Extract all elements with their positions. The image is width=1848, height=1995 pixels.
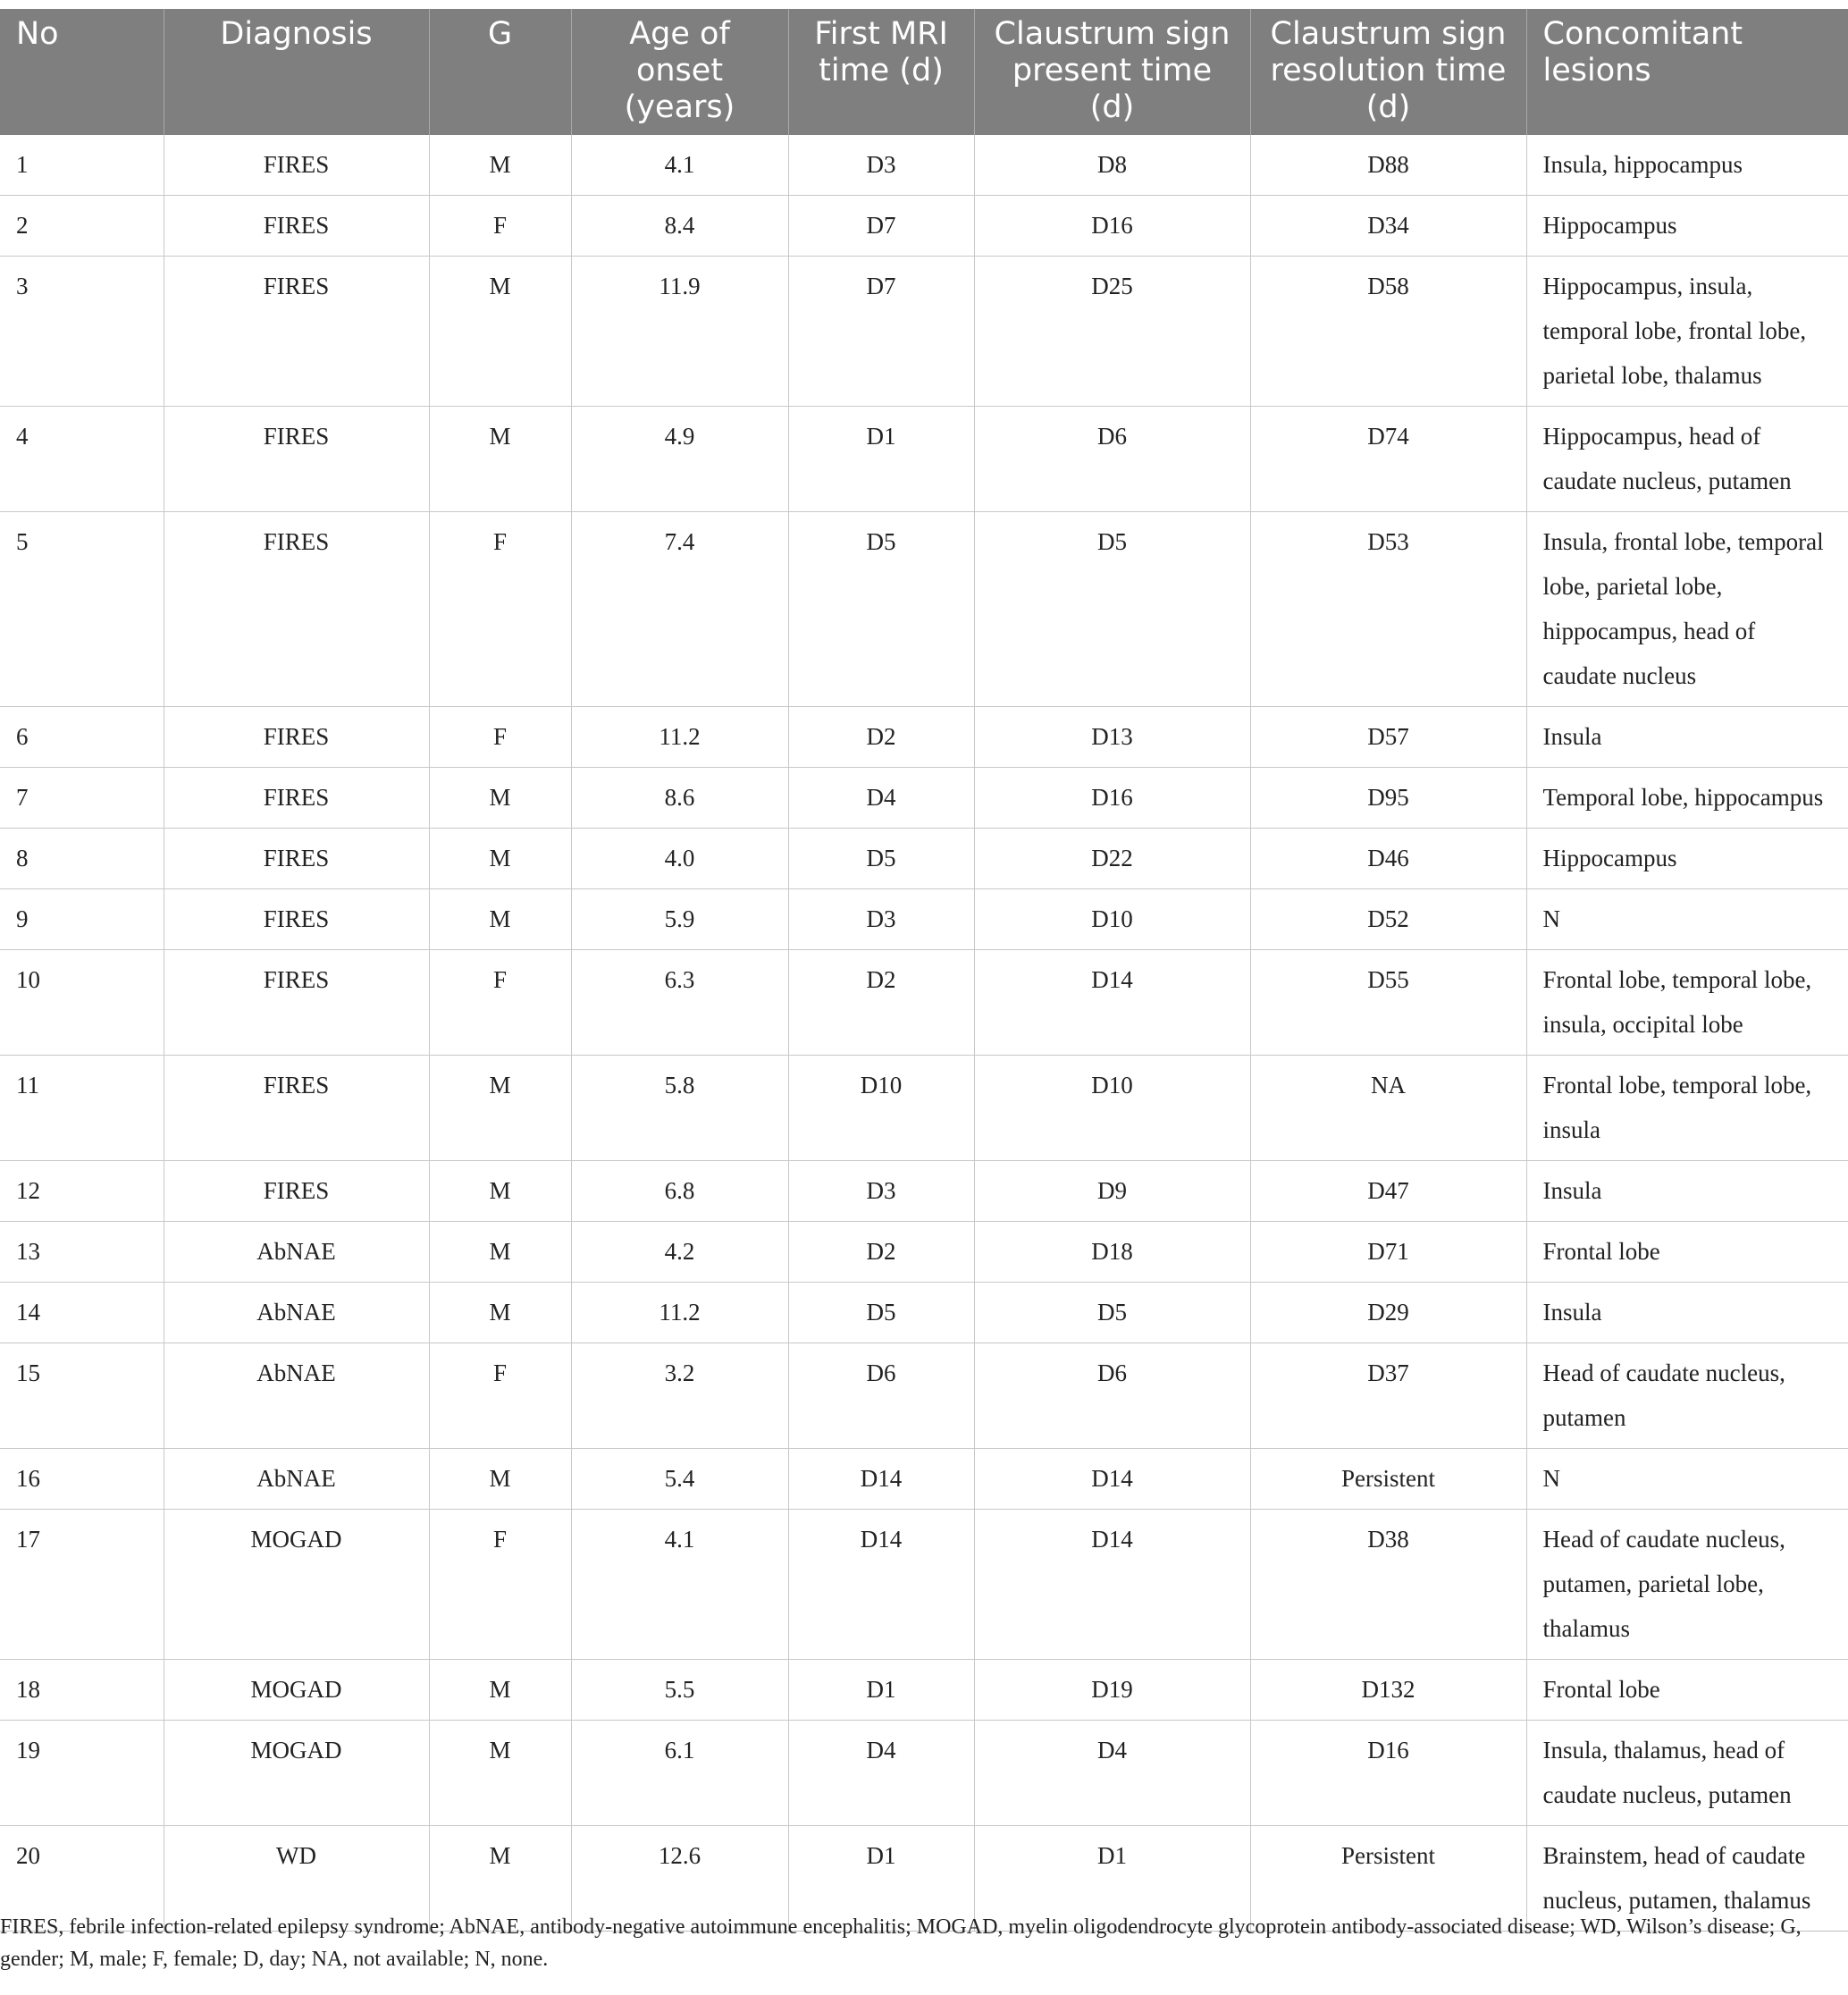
cell-claustrum-resolution-time: D57	[1250, 707, 1526, 768]
cell-no: 3	[0, 257, 164, 407]
cell-diagnosis: MOGAD	[164, 1510, 429, 1660]
cell-diagnosis: FIRES	[164, 196, 429, 257]
cell-age-of-onset: 3.2	[571, 1343, 788, 1449]
cell-claustrum-resolution-time: D34	[1250, 196, 1526, 257]
cell-gender: M	[429, 889, 571, 950]
cell-age-of-onset: 6.1	[571, 1721, 788, 1826]
table-row	[0, 1056, 1848, 1161]
table-row	[0, 1660, 1848, 1721]
table-row	[0, 135, 1848, 196]
cell-gender: F	[429, 1510, 571, 1660]
cell-diagnosis: AbNAE	[164, 1343, 429, 1449]
cell-claustrum-resolution-time: D16	[1250, 1721, 1526, 1826]
cell-gender: F	[429, 1343, 571, 1449]
table-row	[0, 889, 1848, 950]
table-row	[0, 196, 1848, 257]
cell-no: 16	[0, 1449, 164, 1510]
cell-first-mri-time: D7	[788, 196, 974, 257]
cell-age-of-onset: 4.0	[571, 829, 788, 889]
cell-gender: M	[429, 1826, 571, 1932]
cell-gender: M	[429, 1222, 571, 1283]
cell-claustrum-present-time: D19	[974, 1660, 1250, 1721]
cell-gender: M	[429, 135, 571, 196]
cell-no: 4	[0, 407, 164, 512]
cell-first-mri-time: D3	[788, 889, 974, 950]
cell-concomitant-lesions: Insula	[1526, 707, 1848, 768]
cell-diagnosis: FIRES	[164, 407, 429, 512]
cell-gender: M	[429, 1660, 571, 1721]
table-body	[0, 135, 1848, 1932]
cell-first-mri-time: D1	[788, 1660, 974, 1721]
cell-claustrum-resolution-time: Persistent	[1250, 1826, 1526, 1932]
column-header-age-of-onset: Age of onset (years)	[571, 9, 788, 135]
cell-claustrum-resolution-time: D47	[1250, 1161, 1526, 1222]
cell-diagnosis: MOGAD	[164, 1660, 429, 1721]
cell-age-of-onset: 5.9	[571, 889, 788, 950]
cell-first-mri-time: D4	[788, 768, 974, 829]
cell-claustrum-present-time: D25	[974, 257, 1250, 407]
column-header-gender: G	[429, 9, 571, 135]
cell-concomitant-lesions: N	[1526, 889, 1848, 950]
column-header-claustrum-resolution-time: Claustrum sign resolution time (d)	[1250, 9, 1526, 135]
column-header-first-mri-time: First MRI time (d)	[788, 9, 974, 135]
cell-gender: M	[429, 768, 571, 829]
cell-age-of-onset: 5.5	[571, 1660, 788, 1721]
cell-first-mri-time: D1	[788, 1826, 974, 1932]
cell-gender: M	[429, 1449, 571, 1510]
cell-no: 20	[0, 1826, 164, 1932]
cell-age-of-onset: 6.8	[571, 1161, 788, 1222]
cell-age-of-onset: 4.9	[571, 407, 788, 512]
cell-concomitant-lesions: Frontal lobe, temporal lobe, insula	[1526, 1056, 1848, 1161]
cell-age-of-onset: 7.4	[571, 512, 788, 707]
cell-concomitant-lesions: Insula, thalamus, head of caudate nucleus, putamen	[1526, 1721, 1848, 1826]
cell-first-mri-time: D2	[788, 1222, 974, 1283]
cell-first-mri-time: D7	[788, 257, 974, 407]
cell-no: 7	[0, 768, 164, 829]
column-header-claustrum-present-time: Claustrum sign present time (d)	[974, 9, 1250, 135]
cell-gender: M	[429, 829, 571, 889]
cell-concomitant-lesions: Hippocampus	[1526, 196, 1848, 257]
column-header-diagnosis: Diagnosis	[164, 9, 429, 135]
column-header-concomitant-lesions: Concomitant lesions	[1526, 9, 1848, 135]
table-row	[0, 1161, 1848, 1222]
cell-no: 13	[0, 1222, 164, 1283]
cell-claustrum-resolution-time: D55	[1250, 950, 1526, 1056]
cell-diagnosis: WD	[164, 1826, 429, 1932]
cell-first-mri-time: D5	[788, 512, 974, 707]
cell-claustrum-resolution-time: D58	[1250, 257, 1526, 407]
cell-no: 15	[0, 1343, 164, 1449]
cell-age-of-onset: 6.3	[571, 950, 788, 1056]
cell-diagnosis: FIRES	[164, 257, 429, 407]
cell-claustrum-present-time: D10	[974, 1056, 1250, 1161]
cell-gender: M	[429, 1721, 571, 1826]
cell-concomitant-lesions: Hippocampus, head of caudate nucleus, putamen	[1526, 407, 1848, 512]
cell-diagnosis: FIRES	[164, 707, 429, 768]
cell-first-mri-time: D5	[788, 829, 974, 889]
cell-diagnosis: AbNAE	[164, 1449, 429, 1510]
cell-claustrum-present-time: D14	[974, 950, 1250, 1056]
cell-concomitant-lesions: Brainstem, head of caudate nucleus, putamen, thalamus	[1526, 1826, 1848, 1932]
cell-claustrum-present-time: D6	[974, 1343, 1250, 1449]
cell-claustrum-present-time: D5	[974, 512, 1250, 707]
table-row	[0, 1721, 1848, 1826]
cell-diagnosis: FIRES	[164, 768, 429, 829]
cell-first-mri-time: D3	[788, 1161, 974, 1222]
cell-age-of-onset: 11.2	[571, 707, 788, 768]
cell-diagnosis: FIRES	[164, 512, 429, 707]
cell-claustrum-present-time: D4	[974, 1721, 1250, 1826]
table-row	[0, 1449, 1848, 1510]
cell-diagnosis: FIRES	[164, 889, 429, 950]
cell-concomitant-lesions: Hippocampus	[1526, 829, 1848, 889]
cell-claustrum-present-time: D10	[974, 889, 1250, 950]
cell-claustrum-resolution-time: D71	[1250, 1222, 1526, 1283]
cell-diagnosis: AbNAE	[164, 1222, 429, 1283]
cell-age-of-onset: 11.2	[571, 1283, 788, 1343]
cell-claustrum-present-time: D6	[974, 407, 1250, 512]
cell-claustrum-resolution-time: D53	[1250, 512, 1526, 707]
cell-claustrum-resolution-time: D37	[1250, 1343, 1526, 1449]
cell-no: 14	[0, 1283, 164, 1343]
cell-concomitant-lesions: Temporal lobe, hippocampus	[1526, 768, 1848, 829]
cell-claustrum-resolution-time: D46	[1250, 829, 1526, 889]
cell-no: 2	[0, 196, 164, 257]
cell-gender: F	[429, 196, 571, 257]
cell-no: 6	[0, 707, 164, 768]
cell-claustrum-resolution-time: D74	[1250, 407, 1526, 512]
cell-first-mri-time: D1	[788, 407, 974, 512]
cell-first-mri-time: D10	[788, 1056, 974, 1161]
table-row	[0, 1222, 1848, 1283]
table-container	[0, 9, 1848, 1932]
cell-diagnosis: FIRES	[164, 950, 429, 1056]
table-row	[0, 512, 1848, 707]
cell-no: 1	[0, 135, 164, 196]
cell-gender: F	[429, 950, 571, 1056]
cell-concomitant-lesions: Insula	[1526, 1161, 1848, 1222]
cell-age-of-onset: 4.1	[571, 135, 788, 196]
cell-no: 12	[0, 1161, 164, 1222]
cell-gender: M	[429, 407, 571, 512]
cell-age-of-onset: 8.4	[571, 196, 788, 257]
cell-age-of-onset: 11.9	[571, 257, 788, 407]
cell-no: 19	[0, 1721, 164, 1826]
cell-concomitant-lesions: Head of caudate nucleus, putamen	[1526, 1343, 1848, 1449]
cell-no: 17	[0, 1510, 164, 1660]
cell-claustrum-resolution-time: D95	[1250, 768, 1526, 829]
cell-age-of-onset: 8.6	[571, 768, 788, 829]
cell-age-of-onset: 4.2	[571, 1222, 788, 1283]
cell-concomitant-lesions: Insula, frontal lobe, temporal lobe, parietal lobe, hippocampus, head of caudate nucleus	[1526, 512, 1848, 707]
cell-age-of-onset: 5.8	[571, 1056, 788, 1161]
table-footnote: FIRES, febrile infection-related epilepsy syndrome; AbNAE, antibody-negative autoimmune encephalitis; MOGAD, myelin oligodendrocyte glycoprotein antibody-associated disease; WD, Wilson’s disease; G, gender; M, male; F, female; D, day; NA, not available; N, none.	[0, 1915, 1802, 1971]
column-header-no: No	[0, 9, 164, 135]
cell-gender: M	[429, 1161, 571, 1222]
cell-diagnosis: FIRES	[164, 1161, 429, 1222]
cell-no: 5	[0, 512, 164, 707]
cell-diagnosis: FIRES	[164, 829, 429, 889]
table-row	[0, 257, 1848, 407]
table-row	[0, 1343, 1848, 1449]
cell-claustrum-present-time: D5	[974, 1283, 1250, 1343]
cell-concomitant-lesions: Frontal lobe	[1526, 1660, 1848, 1721]
cell-concomitant-lesions: Hippocampus, insula, temporal lobe, frontal lobe, parietal lobe, thalamus	[1526, 257, 1848, 407]
cell-claustrum-present-time: D14	[974, 1449, 1250, 1510]
cell-no: 11	[0, 1056, 164, 1161]
cell-first-mri-time: D6	[788, 1343, 974, 1449]
cell-diagnosis: AbNAE	[164, 1283, 429, 1343]
cell-concomitant-lesions: Insula	[1526, 1283, 1848, 1343]
cell-diagnosis: FIRES	[164, 1056, 429, 1161]
cell-claustrum-resolution-time: D52	[1250, 889, 1526, 950]
table-row	[0, 1510, 1848, 1660]
cell-first-mri-time: D2	[788, 950, 974, 1056]
table-row	[0, 707, 1848, 768]
cell-concomitant-lesions: Frontal lobe	[1526, 1222, 1848, 1283]
cell-claustrum-resolution-time: NA	[1250, 1056, 1526, 1161]
cell-diagnosis: MOGAD	[164, 1721, 429, 1826]
patients-table	[0, 9, 1848, 1932]
cell-age-of-onset: 12.6	[571, 1826, 788, 1932]
cell-no: 10	[0, 950, 164, 1056]
cell-diagnosis: FIRES	[164, 135, 429, 196]
table-row	[0, 1283, 1848, 1343]
cell-no: 8	[0, 829, 164, 889]
cell-claustrum-present-time: D8	[974, 135, 1250, 196]
cell-age-of-onset: 5.4	[571, 1449, 788, 1510]
cell-concomitant-lesions: Insula, hippocampus	[1526, 135, 1848, 196]
cell-claustrum-resolution-time: D38	[1250, 1510, 1526, 1660]
cell-claustrum-resolution-time: Persistent	[1250, 1449, 1526, 1510]
cell-no: 9	[0, 889, 164, 950]
cell-claustrum-present-time: D16	[974, 768, 1250, 829]
cell-concomitant-lesions: N	[1526, 1449, 1848, 1510]
cell-first-mri-time: D14	[788, 1510, 974, 1660]
table-row	[0, 950, 1848, 1056]
cell-first-mri-time: D4	[788, 1721, 974, 1826]
cell-concomitant-lesions: Frontal lobe, temporal lobe, insula, occipital lobe	[1526, 950, 1848, 1056]
cell-claustrum-present-time: D13	[974, 707, 1250, 768]
cell-age-of-onset: 4.1	[571, 1510, 788, 1660]
cell-claustrum-present-time: D16	[974, 196, 1250, 257]
cell-first-mri-time: D5	[788, 1283, 974, 1343]
cell-gender: M	[429, 257, 571, 407]
header-row	[0, 9, 1848, 135]
table-row	[0, 829, 1848, 889]
table-row	[0, 407, 1848, 512]
cell-claustrum-present-time: D9	[974, 1161, 1250, 1222]
table-row	[0, 768, 1848, 829]
cell-gender: M	[429, 1283, 571, 1343]
cell-claustrum-resolution-time: D88	[1250, 135, 1526, 196]
cell-gender: F	[429, 707, 571, 768]
cell-claustrum-present-time: D18	[974, 1222, 1250, 1283]
cell-gender: M	[429, 1056, 571, 1161]
cell-first-mri-time: D14	[788, 1449, 974, 1510]
cell-no: 18	[0, 1660, 164, 1721]
cell-first-mri-time: D3	[788, 135, 974, 196]
cell-claustrum-present-time: D1	[974, 1826, 1250, 1932]
cell-gender: F	[429, 512, 571, 707]
cell-concomitant-lesions: Head of caudate nucleus, putamen, parietal lobe, thalamus	[1526, 1510, 1848, 1660]
cell-claustrum-present-time: D14	[974, 1510, 1250, 1660]
cell-claustrum-resolution-time: D29	[1250, 1283, 1526, 1343]
cell-first-mri-time: D2	[788, 707, 974, 768]
cell-claustrum-present-time: D22	[974, 829, 1250, 889]
cell-claustrum-resolution-time: D132	[1250, 1660, 1526, 1721]
